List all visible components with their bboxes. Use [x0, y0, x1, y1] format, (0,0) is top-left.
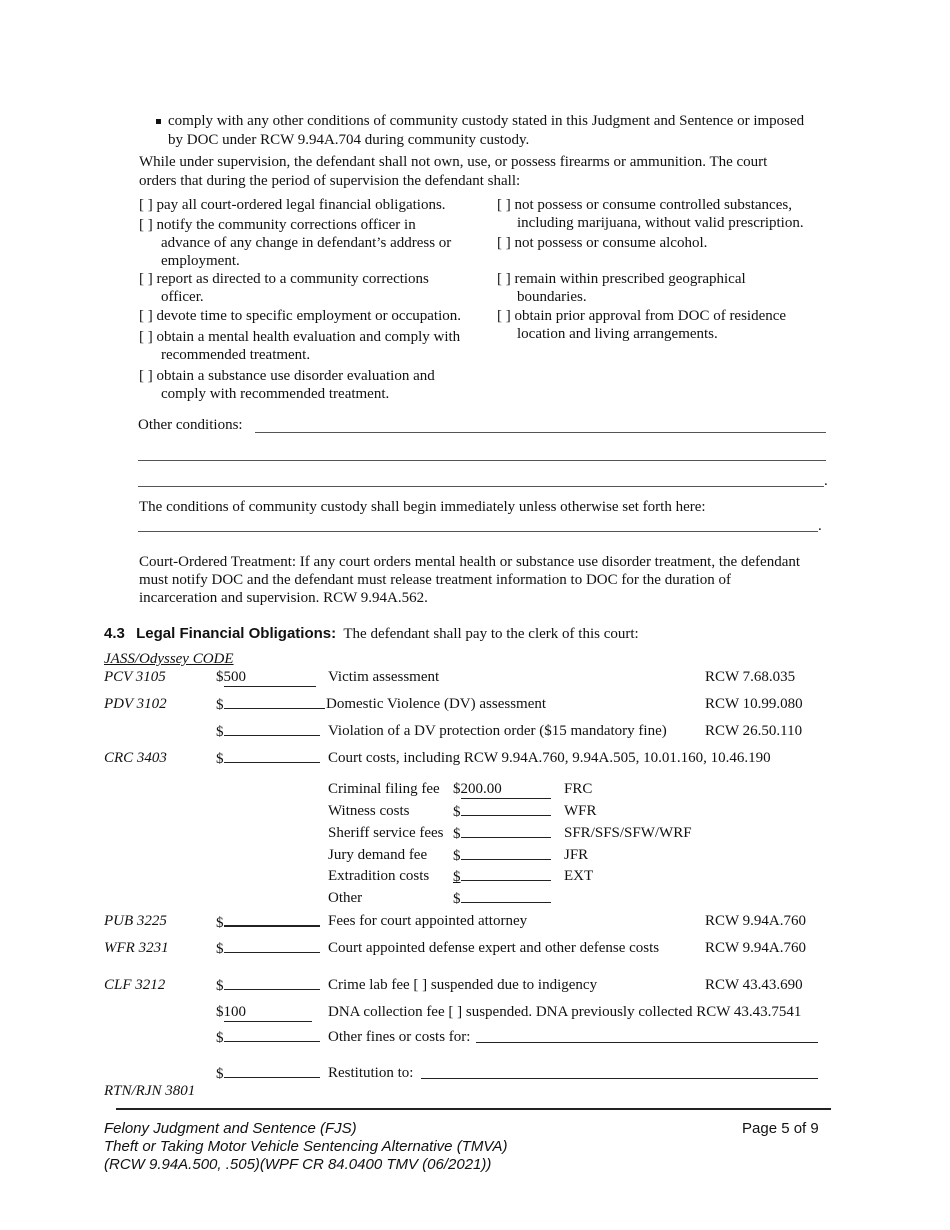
dollar-sign: $ — [216, 941, 224, 957]
rcw-clf: RCW 43.43.690 — [705, 977, 803, 993]
code-pub: PUB 3225 — [104, 913, 167, 929]
supervision-intro-1: While under supervision, the defendant shall not own, use, or possess firearms or ammunition. The court — [139, 154, 768, 170]
cost-label-witness: Witness costs — [328, 803, 410, 819]
code-wfr: WFR 3231 — [104, 940, 169, 956]
condition-report-cco: [ ] report as directed to a community corrections — [139, 271, 429, 287]
amount-dna — [216, 1003, 312, 1022]
other-conditions-line-2[interactable] — [138, 460, 826, 461]
cost-code-jury: JFR — [564, 847, 589, 863]
condition-residence-line2: location and living arrangements. — [517, 326, 718, 342]
desc-pub: Fees for court appointed attorney — [328, 913, 528, 929]
amount-clf-blank[interactable] — [224, 976, 320, 990]
condition-controlled-substances-line2: including marijuana, without valid prescription. — [517, 215, 804, 231]
dollar-sign: $ — [216, 1066, 224, 1082]
dollar-sign: $ — [453, 826, 461, 842]
dollar-sign: $ — [216, 978, 224, 994]
treatment-line-3: incarceration and supervision. RCW 9.94A.562. — [139, 590, 428, 606]
cost-code-sheriff: SFR/SFS/SFW/WRF — [564, 825, 692, 841]
dollar-sign: $ — [216, 1004, 224, 1020]
amount-dna-value[interactable]: 100 — [224, 1003, 312, 1022]
other-conditions-line-3[interactable] — [138, 486, 824, 487]
amount-pcv-value[interactable]: 500 — [224, 668, 316, 687]
page-number: Page 5 of 9 — [742, 1120, 819, 1137]
amount-crc — [216, 749, 320, 768]
dollar-sign: $ — [453, 804, 461, 820]
section-heading-4-3 — [104, 625, 639, 643]
amount-pub-blank[interactable] — [224, 912, 320, 927]
amount-pcv — [216, 668, 316, 687]
condition-report-cco-line2: officer. — [161, 289, 204, 305]
dollar-sign: $ — [216, 697, 224, 713]
cost-label-filing: Criminal filing fee — [328, 781, 440, 797]
amount-restitution — [216, 1064, 320, 1083]
amount-wfr-blank[interactable] — [224, 939, 320, 953]
amount-clf — [216, 976, 320, 995]
cost-amount-jury-blank[interactable] — [461, 846, 551, 860]
cost-code-extradition: EXT — [564, 868, 594, 884]
cost-label-jury: Jury demand fee — [328, 847, 428, 863]
condition-notify-cco-line3: employment. — [161, 253, 240, 269]
cost-amount-witness-blank[interactable] — [461, 802, 551, 816]
condition-geographical: [ ] remain within prescribed geographical — [497, 271, 746, 287]
dollar-sign: $ — [216, 724, 224, 740]
desc-wfr: Court appointed defense expert and other defense costs — [328, 940, 660, 956]
custody-begin-text: The conditions of community custody shall begin immediately unless otherwise set forth here: — [139, 499, 706, 515]
condition-geographical-line2: boundaries. — [517, 289, 587, 305]
amount-dvpo — [216, 722, 320, 741]
dollar-sign: $ — [216, 669, 224, 685]
cost-amount-sheriff — [453, 824, 551, 843]
dollar-sign: $ — [453, 848, 461, 864]
cost-amount-filing — [453, 780, 551, 799]
cost-amount-filing-value[interactable]: 200.00 — [461, 780, 551, 799]
footer-title-3: (RCW 9.94A.500, .505)(WPF CR 84.0400 TMV (06/2021)) — [104, 1156, 492, 1173]
cost-amount-other — [453, 889, 551, 908]
desc-crc: Court costs, including RCW 9.94A.760, 9.94A.505, 10.01.160, 10.46.190 — [328, 750, 771, 766]
other-fines-line[interactable] — [476, 1042, 818, 1043]
desc-clf: Crime lab fee [ ] suspended due to indigency — [328, 977, 598, 993]
footer-title-1: Felony Judgment and Sentence (FJS) — [104, 1120, 357, 1137]
dollar-sign: $ — [216, 915, 224, 931]
condition-notify-cco: [ ] notify the community corrections officer in — [139, 217, 416, 233]
cost-label-other: Other — [328, 890, 363, 906]
treatment-line-1: Court-Ordered Treatment: If any court orders mental health or substance use disorder treatment, the defendant — [139, 554, 801, 570]
amount-pdv-blank[interactable] — [224, 695, 325, 709]
other-conditions-label: Other conditions: — [138, 417, 243, 433]
amount-restitution-blank[interactable] — [224, 1064, 320, 1078]
desc-dvpo: Violation of a DV protection order ($15 mandatory fine) — [328, 723, 667, 739]
amount-dvpo-blank[interactable] — [224, 722, 320, 736]
rcw-pcv: RCW 7.68.035 — [705, 669, 796, 685]
bullet-line-2: by DOC under RCW 9.94A.704 during community custody. — [168, 132, 530, 148]
cost-amount-sheriff-blank[interactable] — [461, 824, 551, 838]
cost-label-extradition: Extradition costs — [328, 868, 430, 884]
other-conditions-period: . — [824, 473, 828, 489]
section-intro: The defendant shall pay to the clerk of this court: — [343, 626, 639, 642]
cost-amount-extradition-blank[interactable] — [461, 867, 551, 881]
condition-mental-health: [ ] obtain a mental health evaluation and comply with — [139, 329, 461, 345]
custody-begin-period: . — [818, 518, 822, 534]
cost-amount-other-blank[interactable] — [461, 889, 551, 903]
condition-substance-eval-line2: comply with recommended treatment. — [161, 386, 390, 402]
condition-controlled-substances: [ ] not possess or consume controlled substances, — [497, 197, 792, 213]
section-number: 4.3 — [104, 625, 125, 642]
rcw-wfr: RCW 9.94A.760 — [705, 940, 806, 956]
jass-odyssey-label: JASS/Odyssey CODE — [104, 651, 234, 667]
treatment-line-2: must notify DOC and the defendant must release treatment information to DOC for the duration of — [139, 572, 731, 588]
other-conditions-line-1[interactable] — [255, 432, 826, 433]
desc-pdv: Domestic Violence (DV) assessment — [326, 696, 547, 712]
amount-other-fines-blank[interactable] — [224, 1028, 320, 1042]
desc-dna: DNA collection fee [ ] suspended. DNA previously collected RCW 43.43.7541 — [328, 1004, 802, 1020]
supervision-intro-2: orders that during the period of supervision the defendant shall: — [139, 173, 521, 189]
rcw-pdv: RCW 10.99.080 — [705, 696, 803, 712]
amount-other-fines — [216, 1028, 320, 1047]
cost-amount-witness — [453, 802, 551, 821]
section-title: Legal Financial Obligations: — [136, 625, 337, 642]
cost-label-sheriff: Sheriff service fees — [328, 825, 444, 841]
condition-employment: [ ] devote time to specific employment or occupation. — [139, 308, 461, 324]
footer-divider — [116, 1108, 831, 1110]
bullet-line-1: comply with any other conditions of community custody stated in this Judgment and Sentence or imposed — [168, 113, 805, 129]
condition-notify-cco-line2: advance of any change in defendant’s address or — [161, 235, 452, 251]
cost-code-witness: WFR — [564, 803, 597, 819]
dollar-sign: $ — [453, 869, 461, 885]
condition-alcohol: [ ] not possess or consume alcohol. — [497, 235, 708, 251]
rcw-pub: RCW 9.94A.760 — [705, 913, 806, 929]
custody-begin-line[interactable] — [138, 531, 818, 532]
condition-substance-eval: [ ] obtain a substance use disorder evaluation and — [139, 368, 435, 384]
dollar-sign: $ — [453, 781, 461, 797]
dollar-sign: $ — [453, 891, 461, 907]
amount-pdv — [216, 695, 325, 714]
condition-residence: [ ] obtain prior approval from DOC of residence — [497, 308, 787, 324]
dollar-sign: $ — [216, 751, 224, 767]
cost-amount-jury — [453, 846, 551, 865]
condition-mental-health-line2: recommended treatment. — [161, 347, 311, 363]
desc-pcv: Victim assessment — [328, 669, 440, 685]
code-pcv: PCV 3105 — [104, 669, 166, 685]
rcw-dvpo: RCW 26.50.110 — [705, 723, 803, 739]
desc-other-fines: Other fines or costs for: — [328, 1029, 471, 1045]
bullet-square-icon — [156, 119, 161, 124]
code-rtn: RTN/RJN 3801 — [104, 1083, 196, 1099]
condition-pay-lfo: [ ] pay all court-ordered legal financial obligations. — [139, 197, 446, 213]
amount-pub — [216, 912, 320, 932]
footer-title-2: Theft or Taking Motor Vehicle Sentencing Alternative (TMVA) — [104, 1138, 508, 1155]
restitution-line[interactable] — [421, 1078, 818, 1079]
code-pdv: PDV 3102 — [104, 696, 167, 712]
amount-wfr — [216, 939, 320, 958]
code-clf: CLF 3212 — [104, 977, 166, 993]
amount-crc-blank[interactable] — [224, 749, 320, 763]
dollar-sign: $ — [216, 1030, 224, 1046]
desc-restitution: Restitution to: — [328, 1065, 414, 1081]
code-crc: CRC 3403 — [104, 750, 167, 766]
cost-code-filing: FRC — [564, 781, 593, 797]
cost-amount-extradition — [453, 867, 551, 886]
